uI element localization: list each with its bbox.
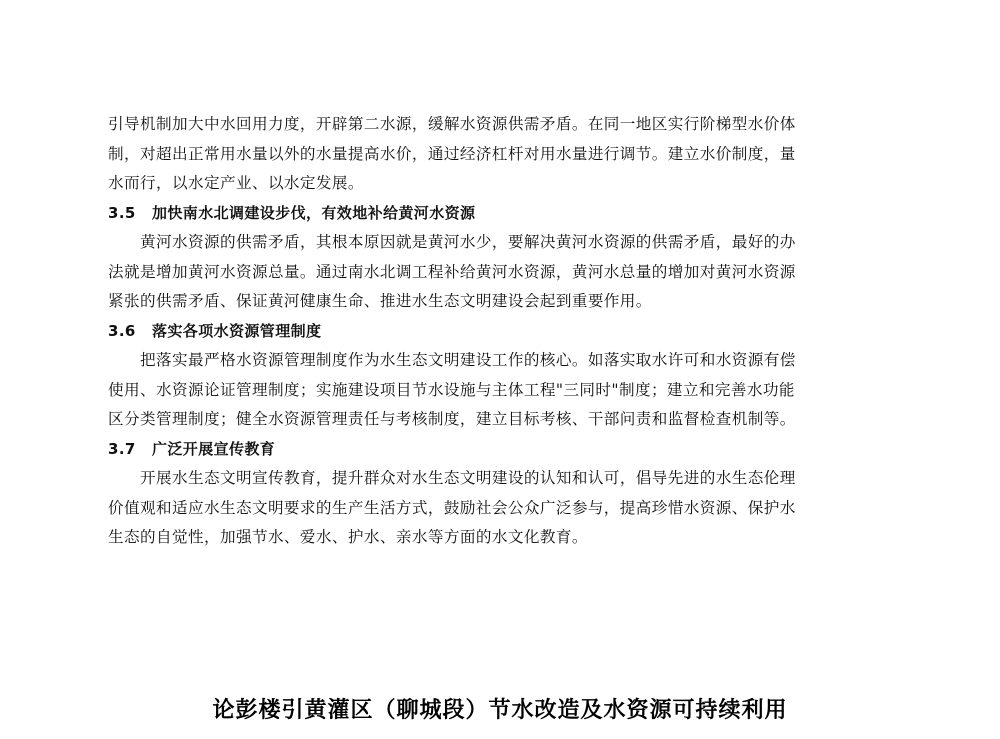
- section-heading-3-7: [108, 435, 908, 465]
- section-title: 广泛开展宣传教育: [152, 439, 276, 458]
- section-heading-3-5: [108, 199, 908, 229]
- paragraph-line: 法就是增加黄河水资源总量。通过南水北调工程补给黄河水资源，黄河水总量的增加对黄河水资源: [108, 262, 796, 281]
- section-title: 加快南水北调建设步伐，有效地补给黄河水资源: [152, 203, 476, 222]
- paragraph-line: 区分类管理制度；健全水资源管理责任与考核制度，建立目标考核、干部问责和监督检查机制等。: [108, 410, 796, 428]
- section-number: 3.7: [108, 439, 136, 458]
- section-heading-3-6: [108, 317, 908, 347]
- paragraph-line: 水而行，以水定产业、以水定发展。: [108, 174, 364, 192]
- section-number: 3.6: [108, 321, 136, 340]
- paragraph-line: 紧张的供需矛盾、保证黄河健康生命、推进水生态文明建设会起到重要作用。: [108, 292, 652, 310]
- paragraph-line: 使用、水资源论证管理制度；实施建设项目节水设施与主体工程"三同时"制度；建立和完善水功能: [108, 380, 795, 399]
- paragraph-line: 制，对超出正常用水量以外的水量提高水价，通过经济杠杆对用水量进行调节。建立水价制度，量: [108, 144, 796, 163]
- paragraph-line: 开展水生态文明宣传教育，提升群众对水生态文明建设的认知和认可，倡导先进的水生态伦理: [140, 469, 796, 487]
- paragraph-line: 把落实最严格水资源管理制度作为水生态文明建设工作的核心。如落实取水许可和水资源有偿: [140, 351, 796, 369]
- paragraph-line: 生态的自觉性，加强节水、爱水、护水、亲水等方面的水文化教育。: [108, 528, 588, 546]
- paragraph-line: 黄河水资源的供需矛盾，其根本原因就是黄河水少，要解决黄河水资源的供需矛盾，最好的办: [140, 233, 796, 251]
- section-number: 3.5: [108, 203, 136, 222]
- paragraph-line: 引导机制加大中水回用力度，开辟第二水源，缓解水资源供需矛盾。在同一地区实行阶梯型水价体: [108, 115, 796, 133]
- body-text: [108, 110, 908, 553]
- section-title: 落实各项水资源管理制度: [152, 321, 322, 340]
- paragraph-line: 价值观和适应水生态文明要求的生产生活方式，鼓励社会公众广泛参与，提高珍惜水资源、保护水: [108, 498, 796, 517]
- running-footer-title: 论彭楼引黄灌区（聊城段）节水改造及水资源可持续利用: [212, 698, 788, 723]
